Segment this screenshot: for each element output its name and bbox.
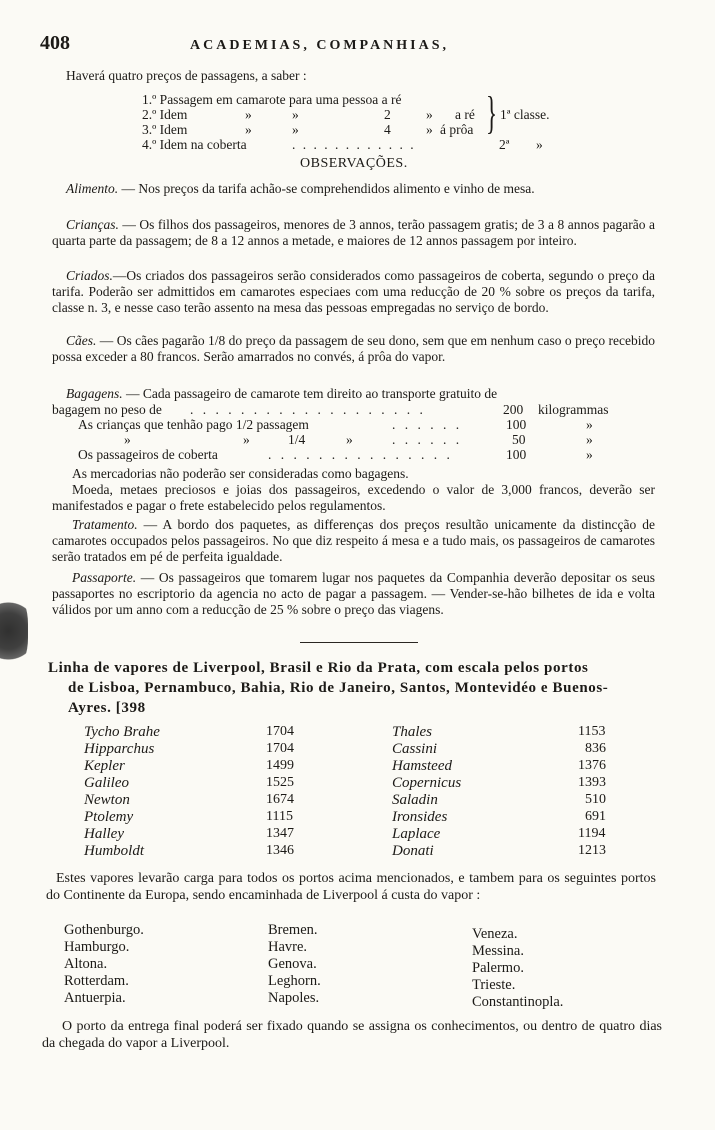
port: Trieste.: [472, 977, 516, 993]
observation-caes: Cães. — Os cães pagarão 1/8 do preço da passagem de seu dono, sem que em nenhum caso o preço recebido possa exceder a 80 francos. Serão amarrados no convés, á prôa do vapor.: [52, 333, 655, 364]
ship-tonnage: 836: [585, 741, 606, 756]
price-row-3-ditto-3: »: [426, 122, 433, 137]
baggage-ditto-1: »: [124, 432, 131, 447]
price-row-2-ditto-3: »: [426, 107, 433, 122]
baggage-line-2: bagagem no peso de: [52, 402, 162, 417]
port: Hamburgo.: [64, 939, 130, 955]
baggage-ditto-3: »: [346, 432, 353, 447]
brace-icon: }: [486, 87, 498, 138]
price-row-3-ditto-1: »: [245, 122, 252, 137]
port: Napoles.: [268, 990, 320, 1006]
baggage-kg-value: 200: [503, 402, 524, 417]
ship-name: Humboldt: [84, 843, 144, 859]
price-row-4-class: 2ª: [499, 137, 510, 152]
ship-tonnage: 1525: [266, 775, 294, 790]
line-heading-3: Ayres. [398: [68, 700, 146, 716]
ship-name: Galileo: [84, 775, 129, 791]
ship-name: Hipparchus: [84, 741, 155, 757]
ship-name: Halley: [84, 826, 124, 842]
price-row-3-label: 3.º Idem: [142, 122, 188, 137]
ship-name: Saladin: [392, 792, 438, 808]
price-row-4-mark: »: [536, 137, 543, 152]
baggage-note-valuables: Moeda, metaes preciosos e joias dos passageiros, excedendo o valor de 3,000 francos, deverão ser manifestados e pagar o frete estabelecido pelos regulamentos.: [52, 482, 655, 513]
observation-criados: Criados.—Os criados dos passageiros serão considerados como passageiros de coberta, segundo o preço da tarifa. Poderão ser admittidos em camarotes especiaes com uma reducção de 20 % sobre os preços da tarifa, classe n. 3, e nesse caso terão assento na mesa das pessoas empregadas no serviço de bordo.: [52, 268, 655, 315]
running-head: ACADEMIAS, COMPANHIAS,: [190, 38, 450, 53]
port: Bremen.: [268, 922, 318, 938]
price-row-2-ditto-2: »: [292, 107, 299, 122]
baggage-note-merchandise: As mercadorias não poderão ser consideradas como bagagens.: [72, 466, 409, 481]
baggage-dots-3: . . . . . .: [392, 432, 463, 447]
price-row-3-where: á prôa: [440, 122, 474, 137]
section-divider: [300, 642, 418, 643]
port: Constantinopla.: [472, 994, 564, 1010]
ship-tonnage: 1213: [578, 843, 606, 858]
ship-name: Newton: [84, 792, 130, 808]
ship-tonnage: 1393: [578, 775, 606, 790]
ink-blot: [0, 596, 28, 666]
baggage-line-1: Bagagens. — Cada passageiro de camarote tem direito ao transporte gratuito de: [66, 386, 498, 401]
ship-tonnage: 1346: [266, 843, 294, 858]
ship-tonnage: 510: [585, 792, 606, 807]
price-row-2-qty: 2: [384, 107, 391, 122]
baggage-quarter-mark: »: [586, 432, 593, 447]
port: Antuerpia.: [64, 990, 126, 1006]
port: Gothenburgo.: [64, 922, 144, 938]
price-row-3-qty: 4: [384, 122, 391, 137]
port: Genova.: [268, 956, 317, 972]
ship-name: Thales: [392, 724, 433, 740]
baggage-dots-4: . . . . . . . . . . . . . . .: [268, 447, 453, 462]
port: Havre.: [268, 939, 308, 955]
line-heading: [48, 658, 664, 718]
ship-tonnage: 1704: [266, 741, 294, 756]
port: Rotterdam.: [64, 973, 129, 989]
ship-tonnage: 1674: [266, 792, 294, 807]
baggage-children-half: As crianças que tenhão pago 1/2 passagem: [78, 417, 309, 432]
observation-criancas: Crianças. — Os filhos dos passageiros, menores de 3 annos, terão passagem gratis; de 3 a 8 annos pagarão a quarta parte da passagem; de 8 a 12 annos a metade, e maiores de 12 annos passagem por inteiro.: [52, 217, 655, 248]
baggage-deck-mark: »: [586, 447, 593, 462]
observation-alimento: Alimento. — Nos preços da tarifa achão-se comprehendidos alimento e vinho de mesa.: [66, 181, 535, 196]
ship-name: Donati: [392, 843, 434, 859]
ship-name: Ptolemy: [84, 809, 134, 825]
ship-name: Hamsteed: [392, 758, 452, 774]
passport-paragraph: Passaporte. — Os passageiros que tomarem lugar nos paquetes da Companhia deverão depositar os seus passaportes no escriptorio da agencia no acto de pagar a passagem. — Vender-se-hão bilhetes de ida e volta válidos por um anno com a reducção de 25 % sobre o preço das viagens.: [52, 570, 655, 617]
ship-tonnage: 1499: [266, 758, 294, 773]
first-class-label: 1ª classe.: [500, 107, 550, 122]
baggage-deck-value: 100: [506, 447, 527, 462]
port: Altona.: [64, 956, 108, 972]
observations-title: OBSERVAÇÕES.: [300, 156, 408, 171]
port: Messina.: [472, 943, 524, 959]
ship-name: Copernicus: [392, 775, 462, 791]
baggage-quarter: 1/4: [288, 432, 306, 447]
ship-name: Cassini: [392, 741, 438, 757]
treatment-paragraph: Tratamento. — A bordo dos paquetes, as differenças dos preços resultão unicamente da distincção de camarotes occupados pelos passageiros. No que diz respeito á mesa e a tudo mais, os passageiros de camarotes serão tratados em pé de perfeita igualdade.: [52, 517, 655, 564]
ship-tonnage: 1704: [266, 724, 294, 739]
price-row-4-label: 4.º Idem na coberta: [142, 137, 247, 152]
ship-name: Laplace: [392, 826, 441, 842]
ship-name: Ironsides: [392, 809, 448, 825]
baggage-dots: . . . . . . . . . . . . . . . . . . .: [190, 402, 426, 417]
intro-line: Haverá quatro preços de passagens, a saber :: [66, 68, 307, 83]
port: Leghorn.: [268, 973, 321, 989]
ship-tonnage: 1376: [578, 758, 606, 773]
ship-tonnage: 1153: [578, 724, 606, 739]
closing-paragraph: O porto da entrega final poderá ser fixado quando se assigna os conhecimentos, ou dentro de quatro dias da chegada do vapor a Liverpool.: [42, 1019, 662, 1051]
ship-name: Tycho Brahe: [84, 724, 160, 740]
baggage-ditto-2: »: [243, 432, 250, 447]
price-row-3-ditto-2: »: [292, 122, 299, 137]
ship-tonnage: 1194: [578, 826, 606, 841]
baggage-quarter-value: 50: [512, 432, 526, 447]
port: Veneza.: [472, 926, 518, 942]
baggage-children-half-mark: »: [586, 417, 593, 432]
price-row-4-dots: . . . . . . . . . . . .: [292, 137, 416, 152]
ship-tonnage: 1115: [266, 809, 293, 824]
baggage-kg-label: kilogrammas: [538, 402, 609, 417]
cargo-paragraph: Estes vapores levarão carga para todos os portos acima mencionados, e tambem para os seguintes portos do Continente da Europa, sendo encaminhada de Liverpool á custa do vapor :: [46, 871, 656, 903]
baggage-deck: Os passageiros de coberta: [78, 447, 218, 462]
price-row-2-label: 2.º Idem: [142, 107, 188, 122]
price-row-2-ditto-1: »: [245, 107, 252, 122]
ship-tonnage: 1347: [266, 826, 294, 841]
price-row-1: 1.º Passagem em camarote para uma pessoa a ré: [142, 92, 402, 107]
port: Palermo.: [472, 960, 524, 976]
line-heading-1: Linha de vapores de Liverpool, Brasil e Rio da Prata, com escala pelos portos: [48, 660, 589, 676]
page-number: 408: [40, 32, 70, 54]
price-row-2-where: a ré: [455, 107, 475, 122]
baggage-dots-2: . . . . . .: [392, 417, 463, 432]
ship-name: Kepler: [84, 758, 125, 774]
baggage-children-half-value: 100: [506, 417, 527, 432]
ship-tonnage: 691: [585, 809, 606, 824]
line-heading-2: de Lisboa, Pernambuco, Bahia, Rio de Janeiro, Santos, Montevidéo e Buenos-: [68, 680, 609, 696]
